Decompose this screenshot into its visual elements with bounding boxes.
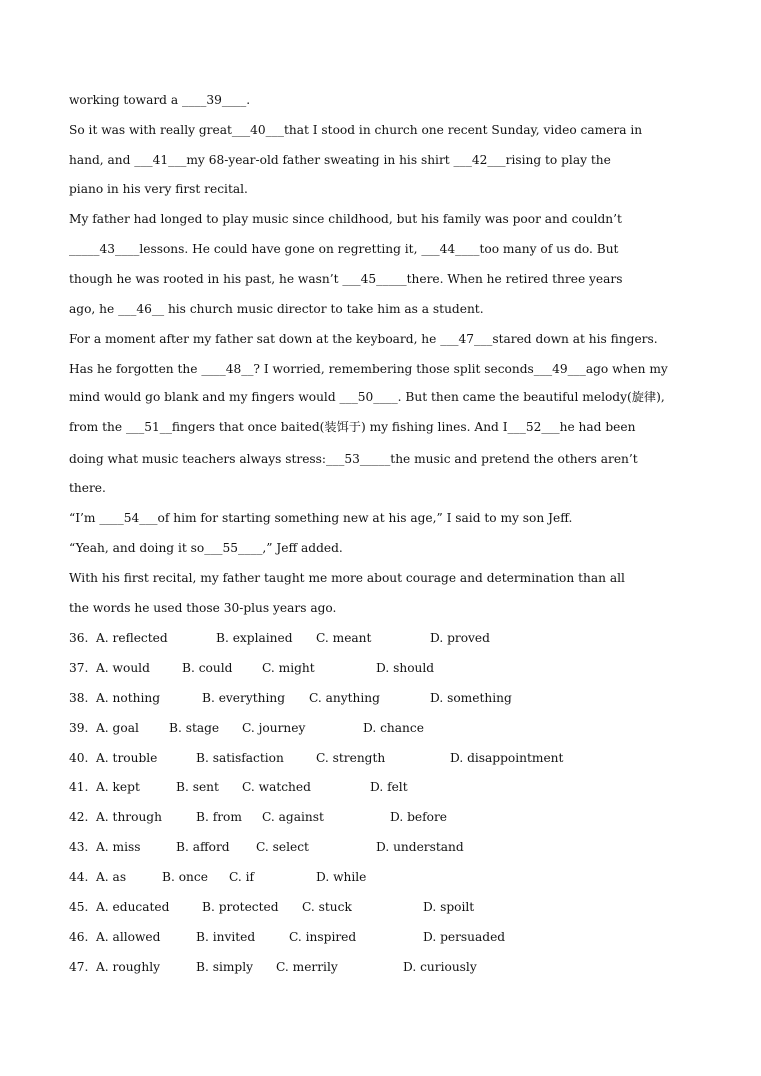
option-d: D. persuaded: [423, 930, 506, 944]
passage-line: from the ___51__fingers that once baited(装饵于) my fishing lines. And I___52___he had been: [69, 420, 636, 434]
option-c: C. journey: [242, 721, 306, 735]
option-d: D. while: [316, 870, 367, 884]
option-b: B. stage: [169, 721, 220, 735]
passage-line: ago, he ___46__ his church music director to take him as a student.: [69, 302, 484, 316]
option-d: D. felt: [370, 780, 408, 794]
option-b: B. afford: [176, 840, 230, 854]
option-b: B. invited: [196, 930, 256, 944]
option-a: A. roughly: [96, 960, 160, 974]
option-c: C. inspired: [289, 930, 357, 944]
option-b: B. from: [196, 810, 242, 824]
passage-line: the words he used those 30-plus years ago.: [69, 601, 337, 615]
option-d: D. spoilt: [423, 900, 475, 914]
option-b: B. satisfaction: [196, 751, 284, 765]
option-a: A. as: [96, 870, 127, 884]
passage-line: working toward a ____39____.: [69, 93, 251, 107]
option-a: A. through: [96, 810, 162, 824]
option-d: D. proved: [430, 631, 490, 645]
question-number: 44.: [69, 870, 89, 884]
passage-line: My father had longed to play music since childhood, but his family was poor and couldn’t: [69, 212, 622, 226]
question-number: 43.: [69, 840, 89, 854]
question-number: 38.: [69, 691, 89, 705]
passage-line: So it was with really great___40___that I stood in church one recent Sunday, video camera in: [69, 123, 643, 137]
option-c: C. stuck: [302, 900, 352, 914]
option-d: D. something: [430, 691, 512, 705]
option-c: C. if: [229, 870, 255, 884]
question-number: 46.: [69, 930, 89, 944]
passage-line: _____43____lessons. He could have gone on regretting it, ___44____too many of us do. But: [69, 242, 619, 256]
passage-line: With his first recital, my father taught me more about courage and determination than all: [69, 571, 625, 585]
option-d: D. should: [376, 661, 435, 675]
question-number: 42.: [69, 810, 89, 824]
question-number: 45.: [69, 900, 89, 914]
option-d: D. understand: [376, 840, 464, 854]
option-a: A. miss: [96, 840, 141, 854]
question-number: 41.: [69, 780, 89, 794]
option-c: C. against: [262, 810, 324, 824]
passage-line: hand, and ___41___my 68-year-old father sweating in his shirt ___42___rising to play the: [69, 153, 611, 167]
option-b: B. simply: [196, 960, 253, 974]
option-d: D. disappointment: [450, 751, 564, 765]
option-b: B. sent: [176, 780, 219, 794]
option-a: A. kept: [96, 780, 140, 794]
passage-line: Has he forgotten the ____48__? I worried, remembering those split seconds___49___ago when my: [69, 362, 668, 376]
option-d: D. before: [390, 810, 447, 824]
option-a: A. trouble: [96, 751, 158, 765]
option-d: D. curiously: [403, 960, 477, 974]
question-number: 40.: [69, 751, 89, 765]
option-c: C. meant: [316, 631, 372, 645]
passage-line: there.: [69, 481, 106, 495]
question-number: 39.: [69, 721, 89, 735]
option-a: A. allowed: [96, 930, 161, 944]
question-number: 37.: [69, 661, 89, 675]
passage-line: “I’m ____54___of him for starting something new at his age,” I said to my son Jeff.: [69, 511, 573, 525]
option-b: B. once: [162, 870, 208, 884]
option-a: A. reflected: [96, 631, 168, 645]
option-c: C. merrily: [276, 960, 338, 974]
option-b: B. explained: [216, 631, 293, 645]
option-c: C. strength: [316, 751, 386, 765]
option-a: A. nothing: [96, 691, 161, 705]
option-b: B. everything: [202, 691, 286, 705]
passage-line: mind would go blank and my fingers would ___50____. But then came the beautiful melody(旋律),: [69, 390, 665, 404]
passage-line: piano in his very first recital.: [69, 182, 248, 196]
option-a: A. would: [96, 661, 150, 675]
passage-line: doing what music teachers always stress:___53_____the music and pretend the others aren’t: [69, 452, 638, 466]
passage-line: though he was rooted in his past, he wasn’t ___45_____there. When he retired three years: [69, 272, 623, 286]
option-d: D. chance: [363, 721, 424, 735]
option-c: C. might: [262, 661, 315, 675]
passage-line: “Yeah, and doing it so___55____,” Jeff added.: [69, 541, 343, 555]
option-c: C. anything: [309, 691, 380, 705]
question-number: 36.: [69, 631, 89, 645]
option-c: C. watched: [242, 780, 311, 794]
option-a: A. educated: [96, 900, 170, 914]
option-a: A. goal: [96, 721, 139, 735]
option-c: C. select: [256, 840, 309, 854]
question-number: 47.: [69, 960, 89, 974]
passage-line: For a moment after my father sat down at the keyboard, he ___47___stared down at his fingers.: [69, 332, 658, 346]
option-b: B. could: [182, 661, 233, 675]
option-b: B. protected: [202, 900, 279, 914]
